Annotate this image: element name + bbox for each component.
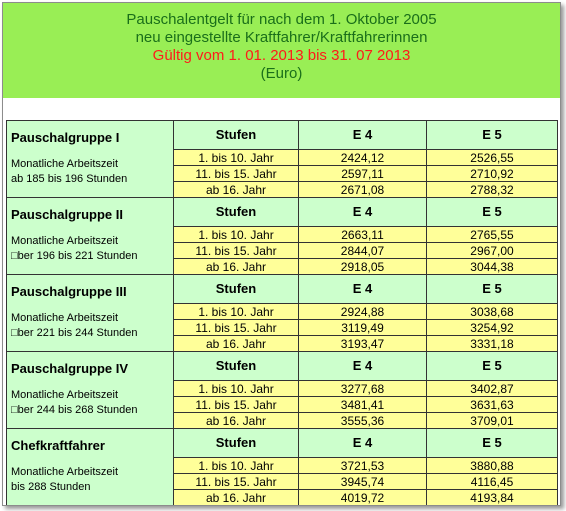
header-title: Pauschalentgelt für nach dem 1. Oktober 2005 <box>126 11 437 28</box>
e4-value-cell: 2924,88 <box>299 304 427 320</box>
salary-table <box>6 120 558 506</box>
group-label-cell <box>7 429 174 506</box>
column-header-stufen: Stufen <box>174 429 299 458</box>
stufe-cell: ab 16. Jahr <box>174 413 299 429</box>
group-label-cell <box>7 198 174 275</box>
document-frame <box>2 2 561 506</box>
group-header-row <box>7 429 558 458</box>
group-header-row <box>7 352 558 381</box>
group-hours <box>11 388 169 418</box>
e4-value-cell: 3193,47 <box>299 336 427 352</box>
group-title: Pauschalgruppe I <box>11 130 120 145</box>
column-header-e5: E 5 <box>427 352 558 381</box>
stufe-cell: 1. bis 10. Jahr <box>174 381 299 397</box>
e4-value-cell: 3555,36 <box>299 413 427 429</box>
group-hours-line1: Monatliche Arbeitszeit <box>11 312 118 324</box>
e5-value-cell: 2765,55 <box>427 227 558 243</box>
e4-value-cell: 2424,12 <box>299 150 427 166</box>
e4-value-cell: 3119,49 <box>299 320 427 336</box>
e5-value-cell: 2526,55 <box>427 150 558 166</box>
group-hours-line2: ab 185 bis 196 Stunden <box>11 173 128 185</box>
e4-value-cell: 3277,68 <box>299 381 427 397</box>
stufe-cell: ab 16. Jahr <box>174 182 299 198</box>
column-header-e4: E 4 <box>299 352 427 381</box>
e4-value-cell: 2663,11 <box>299 227 427 243</box>
group-hours <box>11 465 169 495</box>
column-header-e4: E 4 <box>299 121 427 150</box>
column-header-stufen: Stufen <box>174 275 299 304</box>
e5-value-cell: 3044,38 <box>427 259 558 275</box>
group-hours-line2: □ber 221 bis 244 Stunden <box>11 327 138 339</box>
e5-value-cell: 3254,92 <box>427 320 558 336</box>
stufe-cell: 1. bis 10. Jahr <box>174 227 299 243</box>
group-label-cell <box>7 275 174 352</box>
e5-value-cell: 2710,92 <box>427 166 558 182</box>
group-hours-line1: Monatliche Arbeitszeit <box>11 158 118 170</box>
group-hours <box>11 234 169 264</box>
e4-value-cell: 2671,08 <box>299 182 427 198</box>
header-banner <box>3 3 560 98</box>
stufe-cell: 11. bis 15. Jahr <box>174 166 299 182</box>
stufe-cell: ab 16. Jahr <box>174 336 299 352</box>
column-header-e4: E 4 <box>299 275 427 304</box>
column-header-e5: E 5 <box>427 429 558 458</box>
group-title: Pauschalgruppe II <box>11 207 123 222</box>
column-header-e4: E 4 <box>299 198 427 227</box>
e5-value-cell: 3631,63 <box>427 397 558 413</box>
group-hours-line1: Monatliche Arbeitszeit <box>11 466 118 478</box>
group-hours-line2: bis 288 Stunden <box>11 481 91 493</box>
e4-value-cell: 3481,41 <box>299 397 427 413</box>
header-validity: Gültig vom 1. 01. 2013 bis 31. 07 2013 <box>152 47 411 64</box>
group-hours <box>11 157 169 187</box>
e4-value-cell: 4019,72 <box>299 490 427 506</box>
header-subtitle: neu eingestellte Kraftfahrer/Kraftfahrerinnen <box>135 29 428 46</box>
group-title: Pauschalgruppe IV <box>11 361 129 376</box>
group-label-cell <box>7 121 174 198</box>
column-header-stufen: Stufen <box>174 352 299 381</box>
group-hours-line2: □ber 196 bis 221 Stunden <box>11 250 138 262</box>
group-header-row <box>7 198 558 227</box>
group-hours <box>11 311 169 341</box>
column-header-e5: E 5 <box>427 275 558 304</box>
group-hours-line1: Monatliche Arbeitszeit <box>11 235 118 247</box>
column-header-e5: E 5 <box>427 198 558 227</box>
group-title: Pauschalgruppe III <box>11 284 127 299</box>
e5-value-cell: 3038,68 <box>427 304 558 320</box>
e4-value-cell: 2597,11 <box>299 166 427 182</box>
salary-table-body <box>7 121 558 506</box>
e5-value-cell: 3709,01 <box>427 413 558 429</box>
group-title: Chefkraftfahrer <box>11 438 105 453</box>
e5-value-cell: 2788,32 <box>427 182 558 198</box>
e5-value-cell: 3880,88 <box>427 458 558 474</box>
group-hours-line1: Monatliche Arbeitszeit <box>11 389 118 401</box>
e5-value-cell: 3331,18 <box>427 336 558 352</box>
stufe-cell: 11. bis 15. Jahr <box>174 397 299 413</box>
group-header-row <box>7 275 558 304</box>
group-header-row <box>7 121 558 150</box>
spacer <box>3 98 560 120</box>
stufe-cell: 11. bis 15. Jahr <box>174 243 299 259</box>
stufe-cell: 11. bis 15. Jahr <box>174 474 299 490</box>
e4-value-cell: 3721,53 <box>299 458 427 474</box>
e4-value-cell: 3945,74 <box>299 474 427 490</box>
column-header-stufen: Stufen <box>174 121 299 150</box>
e5-value-cell: 4193,84 <box>427 490 558 506</box>
group-label-cell <box>7 352 174 429</box>
column-header-e4: E 4 <box>299 429 427 458</box>
e4-value-cell: 2844,07 <box>299 243 427 259</box>
column-header-e5: E 5 <box>427 121 558 150</box>
header-currency: (Euro) <box>260 65 303 82</box>
stufe-cell: 11. bis 15. Jahr <box>174 320 299 336</box>
e4-value-cell: 2918,05 <box>299 259 427 275</box>
stufe-cell: ab 16. Jahr <box>174 490 299 506</box>
stufe-cell: 1. bis 10. Jahr <box>174 150 299 166</box>
column-header-stufen: Stufen <box>174 198 299 227</box>
e5-value-cell: 2967,00 <box>427 243 558 259</box>
stufe-cell: 1. bis 10. Jahr <box>174 304 299 320</box>
stufe-cell: 1. bis 10. Jahr <box>174 458 299 474</box>
group-hours-line2: □ber 244 bis 268 Stunden <box>11 404 138 416</box>
e5-value-cell: 3402,87 <box>427 381 558 397</box>
e5-value-cell: 4116,45 <box>427 474 558 490</box>
stufe-cell: ab 16. Jahr <box>174 259 299 275</box>
